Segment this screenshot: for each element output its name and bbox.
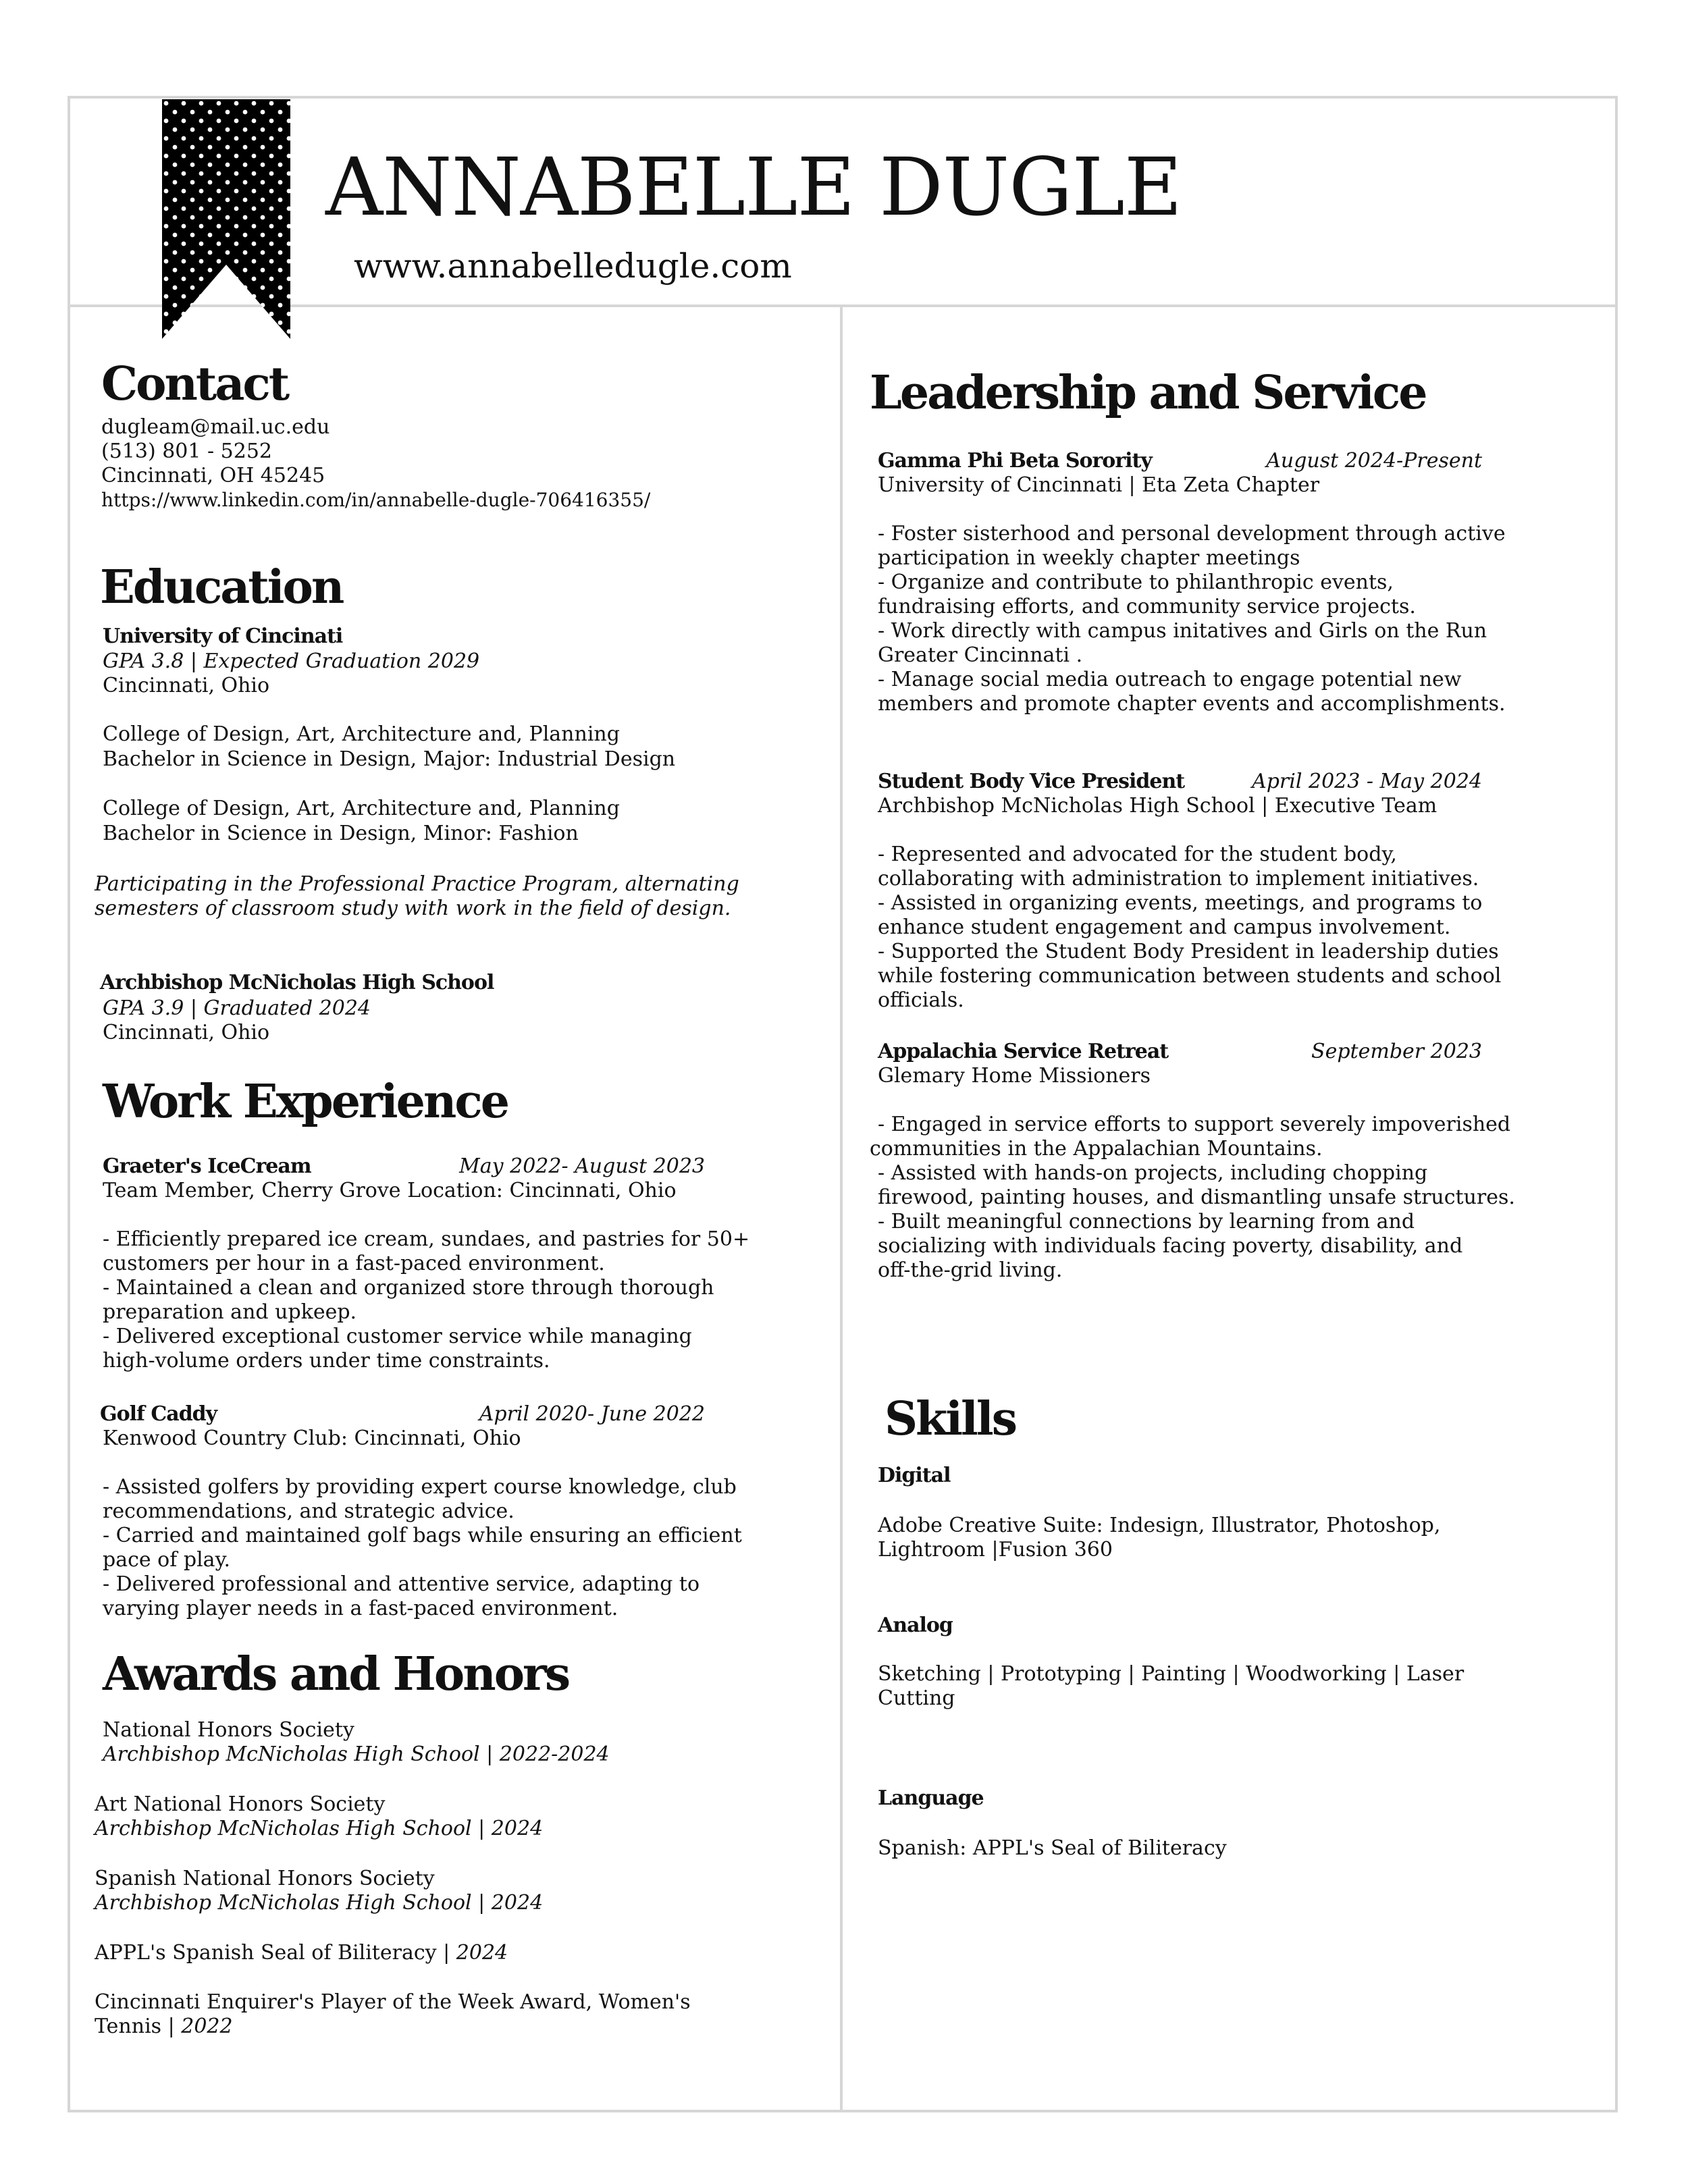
skills-digital-label: Digital	[878, 1464, 951, 1487]
awards-heading: Awards and Honors	[103, 1647, 569, 1701]
award-enquirer: Cincinnati Enquirer's Player of the Week Award, Women's Tennis | 2022	[95, 1990, 691, 2038]
phone: (513) 801 - 5252	[101, 440, 273, 463]
job-bullet: - Delivered exceptional customer service while managing	[103, 1325, 692, 1348]
leadership-dates: April 2023 - May 2024	[1252, 770, 1482, 793]
header-divider	[68, 304, 1618, 307]
leadership-org: Archbishop McNicholas High School | Executive Team	[878, 794, 1438, 818]
job-title: Golf Caddy	[100, 1402, 217, 1426]
skills-digital-line-1: Adobe Creative Suite: Indesign, Illustrator, Photoshop,	[878, 1514, 1441, 1537]
award-detail: Archbishop McNicholas High School | 2024	[95, 1817, 544, 1840]
minor-degree: Bachelor in Science in Design, Minor: Fashion	[103, 822, 579, 845]
leadership-bullet: members and promote chapter events and accomplishments.	[878, 692, 1506, 716]
job-bullet: - Assisted golfers by providing expert course knowledge, club	[103, 1475, 737, 1499]
leadership-bullet: - Supported the Student Body President in leadership duties	[878, 940, 1499, 963]
uc-name: University of Cincinati	[103, 624, 343, 648]
leadership-bullet: firewood, painting houses, and dismantling unsafe structures.	[878, 1186, 1515, 1209]
leadership-bullet: - Built meaningful connections by learning from and	[878, 1210, 1415, 1233]
job-bullet: varying player needs in a fast-paced environment.	[103, 1597, 618, 1620]
uc-location: Cincinnati, Ohio	[103, 674, 270, 697]
job-bullet: pace of play.	[103, 1548, 231, 1572]
job-bullet: high-volume orders under time constraints.	[103, 1349, 550, 1373]
job-bullet: - Maintained a clean and organized store through thorough	[103, 1276, 714, 1300]
ppp-line-1: Participating in the Professional Practice Program, alternating	[95, 872, 739, 896]
website-link[interactable]: www.annabelledugle.com	[354, 246, 792, 286]
job-dates: April 2020- June 2022	[479, 1402, 705, 1426]
skills-language-label: Language	[878, 1786, 984, 1810]
job-role: Kenwood Country Club: Cincinnati, Ohio	[103, 1427, 521, 1450]
leadership-title: Gamma Phi Beta Sorority	[878, 449, 1152, 473]
leadership-bullet: - Foster sisterhood and personal development through active	[878, 522, 1506, 545]
leadership-bullet: - Manage social media outreach to engage potential new	[878, 668, 1462, 691]
job-graeters	[103, 1154, 750, 1373]
job-bullet: preparation and upkeep.	[103, 1300, 357, 1324]
linkedin-link[interactable]: https://www.linkedin.com/in/annabelle-dugle-706416355/	[101, 489, 651, 511]
award-name: Art National Honors Society	[95, 1792, 386, 1816]
award-item	[95, 1867, 543, 1915]
skills-analog-line-1: Sketching | Prototyping | Painting | Woodworking | Laser	[878, 1662, 1465, 1686]
contact-section	[101, 357, 709, 512]
leadership-bullet: off-the-grid living.	[878, 1258, 1063, 1282]
leadership-title: Student Body Vice President	[878, 770, 1185, 793]
major-degree: Bachelor in Science in Design, Major: Industrial Design	[103, 747, 676, 771]
leadership-item-appalachia	[870, 1040, 1515, 1283]
leadership-bullet: collaborating with administration to implement initiatives.	[878, 867, 1479, 890]
leadership-bullet: officials.	[878, 988, 964, 1012]
polka-dot-ribbon-icon	[162, 99, 290, 339]
leadership-item-sorority	[878, 449, 1506, 716]
leadership-bullet: participation in weekly chapter meetings	[878, 546, 1300, 570]
hs-location: Cincinnati, Ohio	[103, 1021, 270, 1044]
award-name: National Honors Society	[103, 1718, 354, 1742]
award-item	[95, 1792, 543, 1841]
skills-digital-line-2: Lightroom |Fusion 360	[878, 1538, 1113, 1562]
hs-name: Archbishop McNicholas High School	[100, 971, 494, 994]
leadership-org: University of Cincinnati | Eta Zeta Chapter	[878, 473, 1320, 497]
leadership-bullet: Greater Cincinnati .	[878, 643, 1083, 667]
resume-name: ANNABELLE DUGLE	[325, 140, 1182, 234]
award-detail: Archbishop McNicholas High School | 2024	[95, 1891, 544, 1915]
job-bullet: - Efficiently prepared ice cream, sundaes, and pastries for 50+	[103, 1227, 750, 1251]
leadership-bullet: - Assisted in organizing events, meetings, and programs to	[878, 891, 1483, 915]
job-bullet: - Delivered professional and attentive service, adapting to	[103, 1572, 700, 1596]
award-detail: Archbishop McNicholas High School | 2022-2024	[103, 1742, 610, 1766]
leadership-bullet: - Represented and advocated for the student body,	[878, 843, 1397, 866]
job-bullet: - Carried and maintained golf bags while ensuring an efficient	[103, 1524, 742, 1547]
leadership-bullet: communities in the Appalachian Mountains.	[870, 1137, 1323, 1161]
leadership-bullet: - Assisted with hands-on projects, including chopping	[878, 1161, 1428, 1185]
contact-heading: Contact	[101, 357, 288, 411]
leadership-dates: August 2024-Present	[1266, 449, 1482, 473]
job-title: Graeter's IceCream	[103, 1154, 311, 1178]
leadership-title: Appalachia Service Retreat	[878, 1040, 1169, 1063]
hs-gpa: GPA 3.9 | Graduated 2024	[103, 996, 371, 1020]
skills-heading: Skills	[885, 1392, 1016, 1446]
skills-language-line-1: Spanish: APPL's Seal of Biliteracy	[878, 1836, 1227, 1860]
leadership-bullet: - Engaged in service efforts to support severely impoverished	[878, 1113, 1511, 1136]
leadership-bullet: - Organize and contribute to philanthropic events,	[878, 570, 1394, 594]
skills-analog-label: Analog	[878, 1614, 953, 1637]
leadership-bullet: - Work directly with campus initatives and Girls on the Run	[878, 619, 1487, 643]
job-golf-caddy	[100, 1402, 742, 1621]
job-dates: May 2022- August 2023	[459, 1154, 705, 1178]
ppp-line-2: semesters of classroom study with work in the field of design.	[95, 897, 731, 920]
award-name: Spanish National Honors Society	[95, 1867, 435, 1890]
email[interactable]: dugleam@mail.uc.edu	[101, 415, 330, 439]
leadership-heading: Leadership and Service	[870, 366, 1426, 420]
leadership-dates: September 2023	[1311, 1040, 1482, 1063]
major-college: College of Design, Art, Architecture and, Planning	[103, 722, 620, 746]
leadership-bullet: enhance student engagement and campus involvement.	[878, 915, 1451, 939]
award-appl: APPL's Spanish Seal of Biliteracy | 2024	[95, 1941, 508, 1965]
leadership-org: Glemary Home Missioners	[878, 1064, 1151, 1088]
leadership-bullet: fundraising efforts, and community service projects.	[878, 595, 1416, 618]
leadership-item-vice-president	[878, 770, 1502, 1013]
uc-gpa: GPA 3.8 | Expected Graduation 2029	[103, 649, 480, 673]
work-heading: Work Experience	[103, 1075, 508, 1129]
job-bullet: customers per hour in a fast-paced environment.	[103, 1252, 605, 1275]
job-bullet: recommendations, and strategic advice.	[103, 1499, 515, 1523]
address: Cincinnati, OH 45245	[101, 464, 325, 487]
leadership-bullet: socializing with individuals facing poverty, disability, and	[878, 1234, 1463, 1258]
job-role: Team Member, Cherry Grove Location: Cincinnati, Ohio	[103, 1179, 677, 1202]
skills-analog-line-2: Cutting	[878, 1686, 955, 1710]
leadership-bullet: while fostering communication between students and school	[878, 964, 1502, 988]
column-divider	[840, 304, 843, 2112]
award-item	[103, 1718, 610, 1767]
minor-college: College of Design, Art, Architecture and, Planning	[103, 797, 620, 820]
education-heading: Education	[100, 560, 343, 614]
education-section	[100, 560, 748, 614]
